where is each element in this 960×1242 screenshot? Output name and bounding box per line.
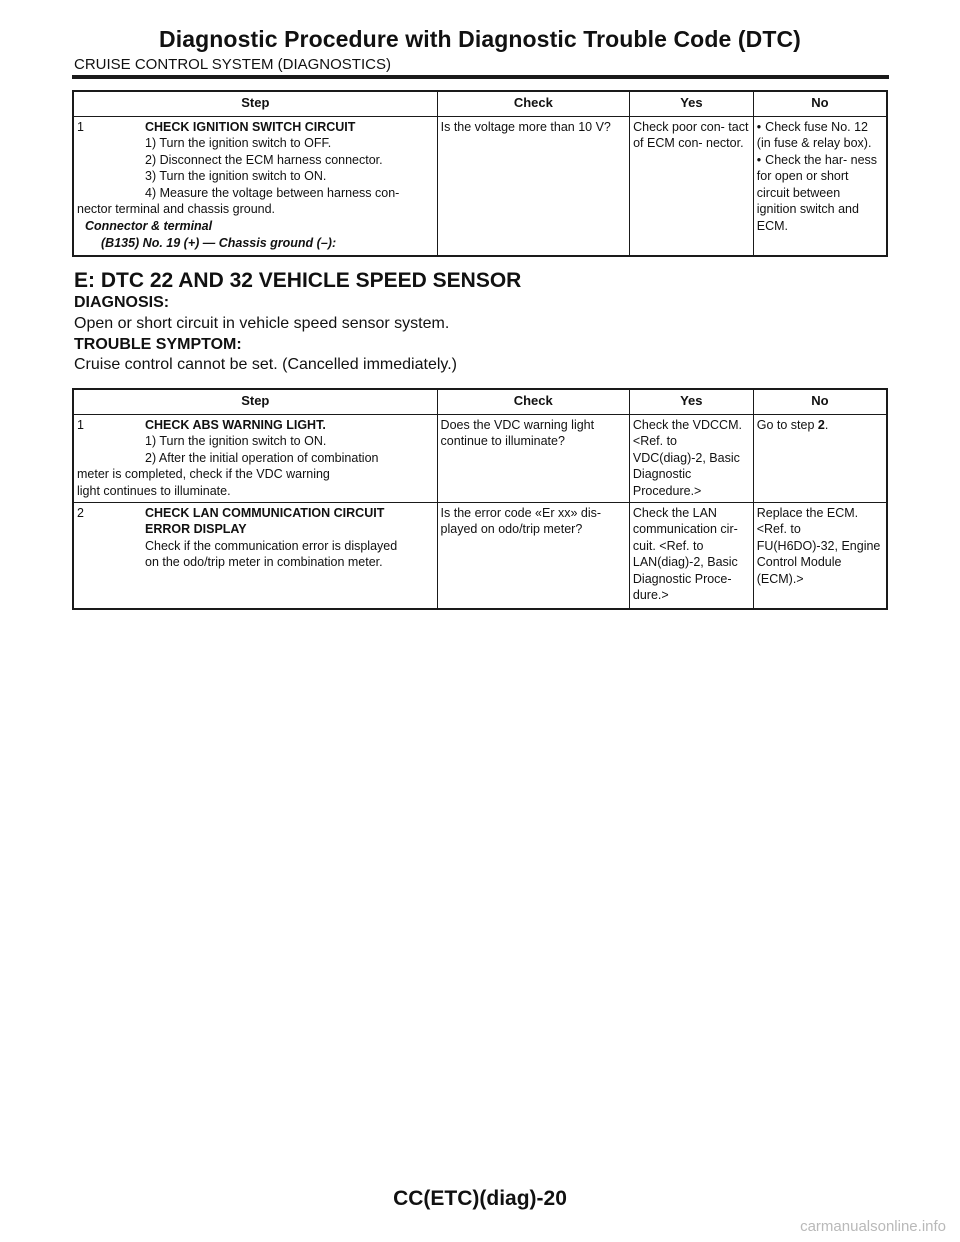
step-line: Check if the communication error is displayed xyxy=(145,538,398,553)
col-check: Check xyxy=(437,389,629,414)
check-cell: Is the voltage more than 10 V? xyxy=(437,116,629,256)
step-line: 1) Turn the ignition switch to ON. xyxy=(145,434,327,449)
table-header-row xyxy=(73,389,887,414)
step-title: ERROR DISPLAY xyxy=(145,522,247,537)
step-number: 2 xyxy=(77,505,84,520)
step-number: 1 xyxy=(77,417,84,432)
watermark: carmanualsonline.info xyxy=(800,1218,946,1235)
yes-cell: Check the VDCCM. <Ref. to VDC(diag)-2, Basic Diagnostic Procedure.> xyxy=(629,414,753,502)
no-bullet: • Check fuse No. 12 (in fuse & relay box). xyxy=(757,119,883,152)
step-ref: 2 xyxy=(817,417,825,432)
yes-cell: Check the LAN communication cir- cuit. <Ref. to LAN(diag)-2, Basic Diagnostic Proce- dure.> xyxy=(629,502,753,609)
col-no: No xyxy=(753,389,887,414)
col-step: Step xyxy=(73,91,437,116)
ignition-check-table xyxy=(72,90,888,257)
connector-terminal: (B135) No. 19 (+) — Chassis ground (–): xyxy=(101,235,337,250)
col-yes: Yes xyxy=(629,389,753,414)
no-bullet: • Check the har- ness for open or short circuit between ignition switch and ECM. xyxy=(757,152,883,235)
step-cell xyxy=(73,414,437,502)
symptom-text: Cruise control cannot be set. (Cancelled immediately.) xyxy=(74,356,457,373)
check-cell: Is the error code «Er xx» dis- played on odo/trip meter? xyxy=(437,502,629,609)
connector-heading: Connector & terminal xyxy=(85,219,213,234)
check-cell: Does the VDC warning light continue to illuminate? xyxy=(437,414,629,502)
step-line: 1) Turn the ignition switch to OFF. xyxy=(145,136,332,151)
table-row xyxy=(73,116,887,256)
diagnosis-text: Open or short circuit in vehicle speed sensor system. xyxy=(74,315,450,332)
table-header-row xyxy=(73,91,887,116)
no-cell: Go to step 2. xyxy=(753,414,887,502)
vehicle-speed-sensor-table xyxy=(72,388,888,610)
step-line: light continues to illuminate. xyxy=(77,483,231,498)
step-line: 2) After the initial operation of combination xyxy=(145,450,379,465)
yes-cell: Check poor con- tact of ECM con- nector. xyxy=(630,116,754,256)
no-cell xyxy=(753,116,887,256)
header-rule xyxy=(72,75,889,79)
col-no: No xyxy=(753,91,887,116)
section-title: E: DTC 22 AND 32 VEHICLE SPEED SENSOR xyxy=(74,269,522,292)
page-number: CC(ETC)(diag)-20 xyxy=(393,1187,567,1210)
col-check: Check xyxy=(437,91,629,116)
col-yes: Yes xyxy=(630,91,754,116)
section-subtitle: CRUISE CONTROL SYSTEM (DIAGNOSTICS) xyxy=(74,56,391,73)
page-title: Diagnostic Procedure with Diagnostic Trouble Code (DTC) xyxy=(159,26,801,52)
step-title: CHECK LAN COMMUNICATION CIRCUIT xyxy=(145,505,385,520)
symptom-label: TROUBLE SYMPTOM: xyxy=(74,336,242,353)
no-cell: Replace the ECM. <Ref. to FU(H6DO)-32, Engine Control Module (ECM).> xyxy=(753,502,887,609)
table-row xyxy=(73,414,887,502)
step-line: nector terminal and chassis ground. xyxy=(77,202,276,217)
step-title: CHECK ABS WARNING LIGHT. xyxy=(145,417,326,432)
table-row xyxy=(73,502,887,609)
step-line: on the odo/trip meter in combination meter. xyxy=(145,555,383,570)
col-step: Step xyxy=(73,389,437,414)
step-line: meter is completed, check if the VDC warning xyxy=(77,467,330,482)
step-line: 4) Measure the voltage between harness con- xyxy=(145,185,400,200)
step-title: CHECK IGNITION SWITCH CIRCUIT xyxy=(145,119,356,134)
step-cell xyxy=(73,116,437,256)
step-number: 1 xyxy=(77,119,84,134)
step-line: 3) Turn the ignition switch to ON. xyxy=(145,169,327,184)
step-cell xyxy=(73,502,437,609)
step-line: 2) Disconnect the ECM harness connector. xyxy=(145,152,383,167)
diagnosis-label: DIAGNOSIS: xyxy=(74,294,170,311)
